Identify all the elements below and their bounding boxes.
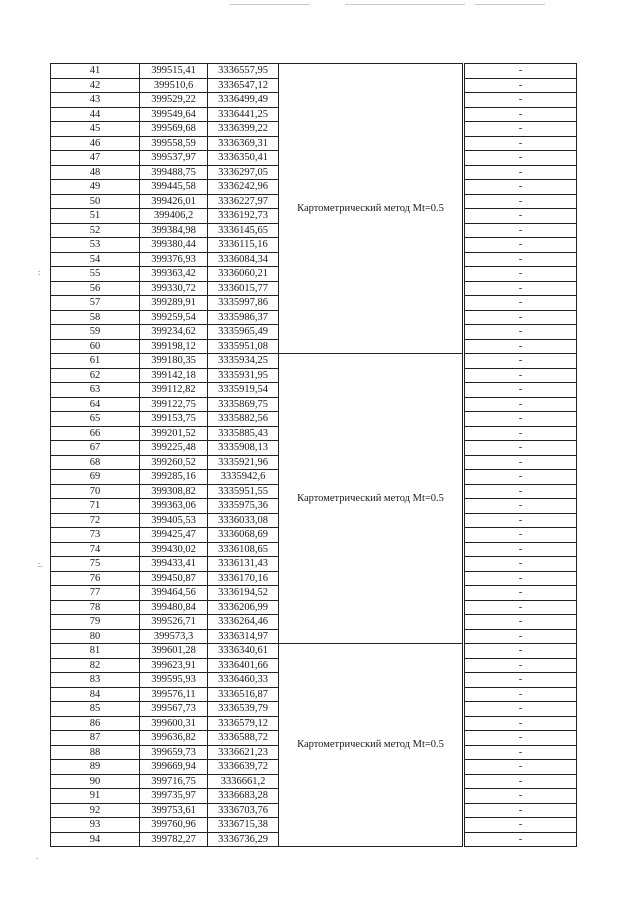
empty-value-cell: - [465,716,577,731]
header-scan-line [345,4,465,5]
y-coordinate-cell: 3336015,77 [208,281,279,296]
point-number-cell: 65 [51,412,140,427]
empty-value-cell: - [465,64,577,79]
empty-value-cell: - [465,354,577,369]
y-coordinate-cell: 3335869,75 [208,397,279,412]
y-coordinate-cell: 3335921,96 [208,455,279,470]
x-coordinate-cell: 399426,01 [140,194,208,209]
empty-value-cell: - [465,731,577,746]
point-number-cell: 52 [51,223,140,238]
x-coordinate-cell: 399601,28 [140,644,208,659]
empty-value-cell: - [465,223,577,238]
point-number-cell: 67 [51,441,140,456]
point-number-cell: 60 [51,339,140,354]
empty-value-cell: - [465,78,577,93]
x-coordinate-cell: 399380,44 [140,238,208,253]
empty-value-cell: - [465,455,577,470]
empty-value-cell: - [465,470,577,485]
empty-value-cell: - [465,165,577,180]
determination-method-cell: Картометрический метод Mt=0.5 [279,644,463,847]
x-coordinate-cell: 399623,91 [140,658,208,673]
y-coordinate-cell: 3336715,38 [208,818,279,833]
x-coordinate-cell: 399716,75 [140,774,208,789]
x-coordinate-cell: 399529,22 [140,93,208,108]
x-coordinate-cell: 399308,82 [140,484,208,499]
header-scan-line [475,4,545,5]
y-coordinate-cell: 3336108,65 [208,542,279,557]
x-coordinate-cell: 399480,84 [140,600,208,615]
point-number-cell: 74 [51,542,140,557]
y-coordinate-cell: 3336060,21 [208,267,279,282]
y-coordinate-cell: 3336547,12 [208,78,279,93]
x-coordinate-cell: 399363,06 [140,499,208,514]
point-number-cell: 50 [51,194,140,209]
point-number-cell: 93 [51,818,140,833]
empty-value-cell: - [465,673,577,688]
point-number-cell: 70 [51,484,140,499]
x-coordinate-cell: 399515,41 [140,64,208,79]
x-coordinate-cell: 399669,94 [140,760,208,775]
empty-value-cell: - [465,209,577,224]
point-number-cell: 78 [51,600,140,615]
x-coordinate-cell: 399537,97 [140,151,208,166]
determination-method-cell: Картометрический метод Mt=0.5 [279,354,463,644]
x-coordinate-cell: 399753,61 [140,803,208,818]
y-coordinate-cell: 3335951,08 [208,339,279,354]
x-coordinate-cell: 399526,71 [140,615,208,630]
y-coordinate-cell: 3336621,23 [208,745,279,760]
point-number-cell: 44 [51,107,140,122]
empty-value-cell: - [465,687,577,702]
empty-value-cell: - [465,296,577,311]
scan-margin-mark: . [36,852,38,861]
y-coordinate-cell: 3336170,16 [208,571,279,586]
y-coordinate-cell: 3335919,54 [208,383,279,398]
y-coordinate-cell: 3336340,61 [208,644,279,659]
empty-value-cell: - [465,325,577,340]
empty-value-cell: - [465,194,577,209]
point-number-cell: 66 [51,426,140,441]
point-number-cell: 46 [51,136,140,151]
y-coordinate-cell: 3336115,16 [208,238,279,253]
empty-value-cell: - [465,238,577,253]
empty-value-cell: - [465,658,577,673]
empty-value-cell: - [465,760,577,775]
x-coordinate-cell: 399600,31 [140,716,208,731]
x-coordinate-cell: 399180,35 [140,354,208,369]
x-coordinate-cell: 399142,18 [140,368,208,383]
point-number-cell: 88 [51,745,140,760]
point-number-cell: 91 [51,789,140,804]
x-coordinate-cell: 399464,56 [140,586,208,601]
point-number-cell: 51 [51,209,140,224]
point-number-cell: 54 [51,252,140,267]
y-coordinate-cell: 3336639,72 [208,760,279,775]
empty-value-cell: - [465,586,577,601]
y-coordinate-cell: 3336736,29 [208,832,279,847]
y-coordinate-cell: 3336350,41 [208,151,279,166]
x-coordinate-cell: 399384,98 [140,223,208,238]
empty-value-cell: - [465,136,577,151]
scan-margin-mark: :. [38,560,43,569]
table-row [51,64,577,79]
x-coordinate-cell: 399376,93 [140,252,208,267]
x-coordinate-cell: 399636,82 [140,731,208,746]
empty-value-cell: - [465,702,577,717]
y-coordinate-cell: 3336683,28 [208,789,279,804]
point-number-cell: 58 [51,310,140,325]
empty-value-cell: - [465,267,577,282]
empty-value-cell: - [465,542,577,557]
empty-value-cell: - [465,528,577,543]
point-number-cell: 87 [51,731,140,746]
point-number-cell: 68 [51,455,140,470]
x-coordinate-cell: 399285,16 [140,470,208,485]
point-number-cell: 47 [51,151,140,166]
scan-margin-mark: : [38,268,41,277]
empty-value-cell: - [465,93,577,108]
determination-method-cell: Картометрический метод Mt=0.5 [279,64,463,354]
y-coordinate-cell: 3336588,72 [208,731,279,746]
y-coordinate-cell: 3335942,6 [208,470,279,485]
y-coordinate-cell: 3336516,87 [208,687,279,702]
empty-value-cell: - [465,571,577,586]
point-number-cell: 57 [51,296,140,311]
point-number-cell: 76 [51,571,140,586]
point-number-cell: 84 [51,687,140,702]
coordinates-table [50,63,577,847]
empty-value-cell: - [465,383,577,398]
x-coordinate-cell: 399260,52 [140,455,208,470]
y-coordinate-cell: 3336369,31 [208,136,279,151]
empty-value-cell: - [465,818,577,833]
x-coordinate-cell: 399234,62 [140,325,208,340]
table-row [51,644,577,659]
point-number-cell: 89 [51,760,140,775]
empty-value-cell: - [465,151,577,166]
x-coordinate-cell: 399558,59 [140,136,208,151]
y-coordinate-cell: 3335951,55 [208,484,279,499]
y-coordinate-cell: 3335997,86 [208,296,279,311]
empty-value-cell: - [465,557,577,572]
empty-value-cell: - [465,774,577,789]
point-number-cell: 85 [51,702,140,717]
point-number-cell: 83 [51,673,140,688]
empty-value-cell: - [465,499,577,514]
header-scan-line [230,4,310,5]
empty-value-cell: - [465,789,577,804]
x-coordinate-cell: 399567,73 [140,702,208,717]
y-coordinate-cell: 3336206,99 [208,600,279,615]
point-number-cell: 53 [51,238,140,253]
y-coordinate-cell: 3336401,66 [208,658,279,673]
x-coordinate-cell: 399201,52 [140,426,208,441]
point-number-cell: 69 [51,470,140,485]
point-number-cell: 43 [51,93,140,108]
y-coordinate-cell: 3335965,49 [208,325,279,340]
x-coordinate-cell: 399425,47 [140,528,208,543]
y-coordinate-cell: 3336539,79 [208,702,279,717]
x-coordinate-cell: 399122,75 [140,397,208,412]
empty-value-cell: - [465,339,577,354]
empty-value-cell: - [465,180,577,195]
empty-value-cell: - [465,803,577,818]
y-coordinate-cell: 3336033,08 [208,513,279,528]
x-coordinate-cell: 399198,12 [140,339,208,354]
point-number-cell: 82 [51,658,140,673]
point-number-cell: 64 [51,397,140,412]
point-number-cell: 90 [51,774,140,789]
table-row [51,354,577,369]
x-coordinate-cell: 399153,75 [140,412,208,427]
x-coordinate-cell: 399450,87 [140,571,208,586]
point-number-cell: 41 [51,64,140,79]
point-number-cell: 94 [51,832,140,847]
empty-value-cell: - [465,644,577,659]
empty-value-cell: - [465,484,577,499]
y-coordinate-cell: 3336242,96 [208,180,279,195]
point-number-cell: 77 [51,586,140,601]
empty-value-cell: - [465,252,577,267]
point-number-cell: 73 [51,528,140,543]
coordinates-table-body [51,64,577,847]
empty-value-cell: - [465,310,577,325]
y-coordinate-cell: 3336131,43 [208,557,279,572]
y-coordinate-cell: 3336399,22 [208,122,279,137]
x-coordinate-cell: 399363,42 [140,267,208,282]
x-coordinate-cell: 399510,6 [140,78,208,93]
point-number-cell: 62 [51,368,140,383]
y-coordinate-cell: 3336194,52 [208,586,279,601]
x-coordinate-cell: 399430,02 [140,542,208,557]
x-coordinate-cell: 399445,58 [140,180,208,195]
point-number-cell: 72 [51,513,140,528]
point-number-cell: 61 [51,354,140,369]
x-coordinate-cell: 399225,48 [140,441,208,456]
empty-value-cell: - [465,513,577,528]
y-coordinate-cell: 3335975,36 [208,499,279,514]
x-coordinate-cell: 399549,64 [140,107,208,122]
empty-value-cell: - [465,107,577,122]
y-coordinate-cell: 3336499,49 [208,93,279,108]
point-number-cell: 79 [51,615,140,630]
y-coordinate-cell: 3335931,95 [208,368,279,383]
point-number-cell: 80 [51,629,140,644]
empty-value-cell: - [465,441,577,456]
y-coordinate-cell: 3336579,12 [208,716,279,731]
point-number-cell: 56 [51,281,140,296]
y-coordinate-cell: 3336557,95 [208,64,279,79]
empty-value-cell: - [465,426,577,441]
y-coordinate-cell: 3336264,46 [208,615,279,630]
y-coordinate-cell: 3336227,97 [208,194,279,209]
empty-value-cell: - [465,629,577,644]
x-coordinate-cell: 399433,41 [140,557,208,572]
point-number-cell: 63 [51,383,140,398]
point-number-cell: 71 [51,499,140,514]
x-coordinate-cell: 399576,11 [140,687,208,702]
x-coordinate-cell: 399289,91 [140,296,208,311]
y-coordinate-cell: 3335885,43 [208,426,279,441]
x-coordinate-cell: 399330,72 [140,281,208,296]
empty-value-cell: - [465,600,577,615]
y-coordinate-cell: 3335934,25 [208,354,279,369]
x-coordinate-cell: 399573,3 [140,629,208,644]
x-coordinate-cell: 399488,75 [140,165,208,180]
point-number-cell: 45 [51,122,140,137]
y-coordinate-cell: 3336703,76 [208,803,279,818]
y-coordinate-cell: 3335908,13 [208,441,279,456]
point-number-cell: 42 [51,78,140,93]
x-coordinate-cell: 399406,2 [140,209,208,224]
empty-value-cell: - [465,412,577,427]
x-coordinate-cell: 399659,73 [140,745,208,760]
x-coordinate-cell: 399735,97 [140,789,208,804]
y-coordinate-cell: 3336084,34 [208,252,279,267]
y-coordinate-cell: 3336441,25 [208,107,279,122]
point-number-cell: 48 [51,165,140,180]
y-coordinate-cell: 3335986,37 [208,310,279,325]
x-coordinate-cell: 399760,96 [140,818,208,833]
empty-value-cell: - [465,397,577,412]
x-coordinate-cell: 399569,68 [140,122,208,137]
point-number-cell: 92 [51,803,140,818]
y-coordinate-cell: 3336314,97 [208,629,279,644]
y-coordinate-cell: 3336068,69 [208,528,279,543]
point-number-cell: 81 [51,644,140,659]
y-coordinate-cell: 3336661,2 [208,774,279,789]
empty-value-cell: - [465,281,577,296]
point-number-cell: 55 [51,267,140,282]
point-number-cell: 59 [51,325,140,340]
point-number-cell: 86 [51,716,140,731]
empty-value-cell: - [465,368,577,383]
x-coordinate-cell: 399112,82 [140,383,208,398]
empty-value-cell: - [465,745,577,760]
x-coordinate-cell: 399259,54 [140,310,208,325]
empty-value-cell: - [465,832,577,847]
y-coordinate-cell: 3336192,73 [208,209,279,224]
empty-value-cell: - [465,615,577,630]
x-coordinate-cell: 399405,53 [140,513,208,528]
x-coordinate-cell: 399782,27 [140,832,208,847]
point-number-cell: 75 [51,557,140,572]
y-coordinate-cell: 3336460,33 [208,673,279,688]
y-coordinate-cell: 3335882,56 [208,412,279,427]
empty-value-cell: - [465,122,577,137]
y-coordinate-cell: 3336145,65 [208,223,279,238]
x-coordinate-cell: 399595,93 [140,673,208,688]
y-coordinate-cell: 3336297,05 [208,165,279,180]
point-number-cell: 49 [51,180,140,195]
